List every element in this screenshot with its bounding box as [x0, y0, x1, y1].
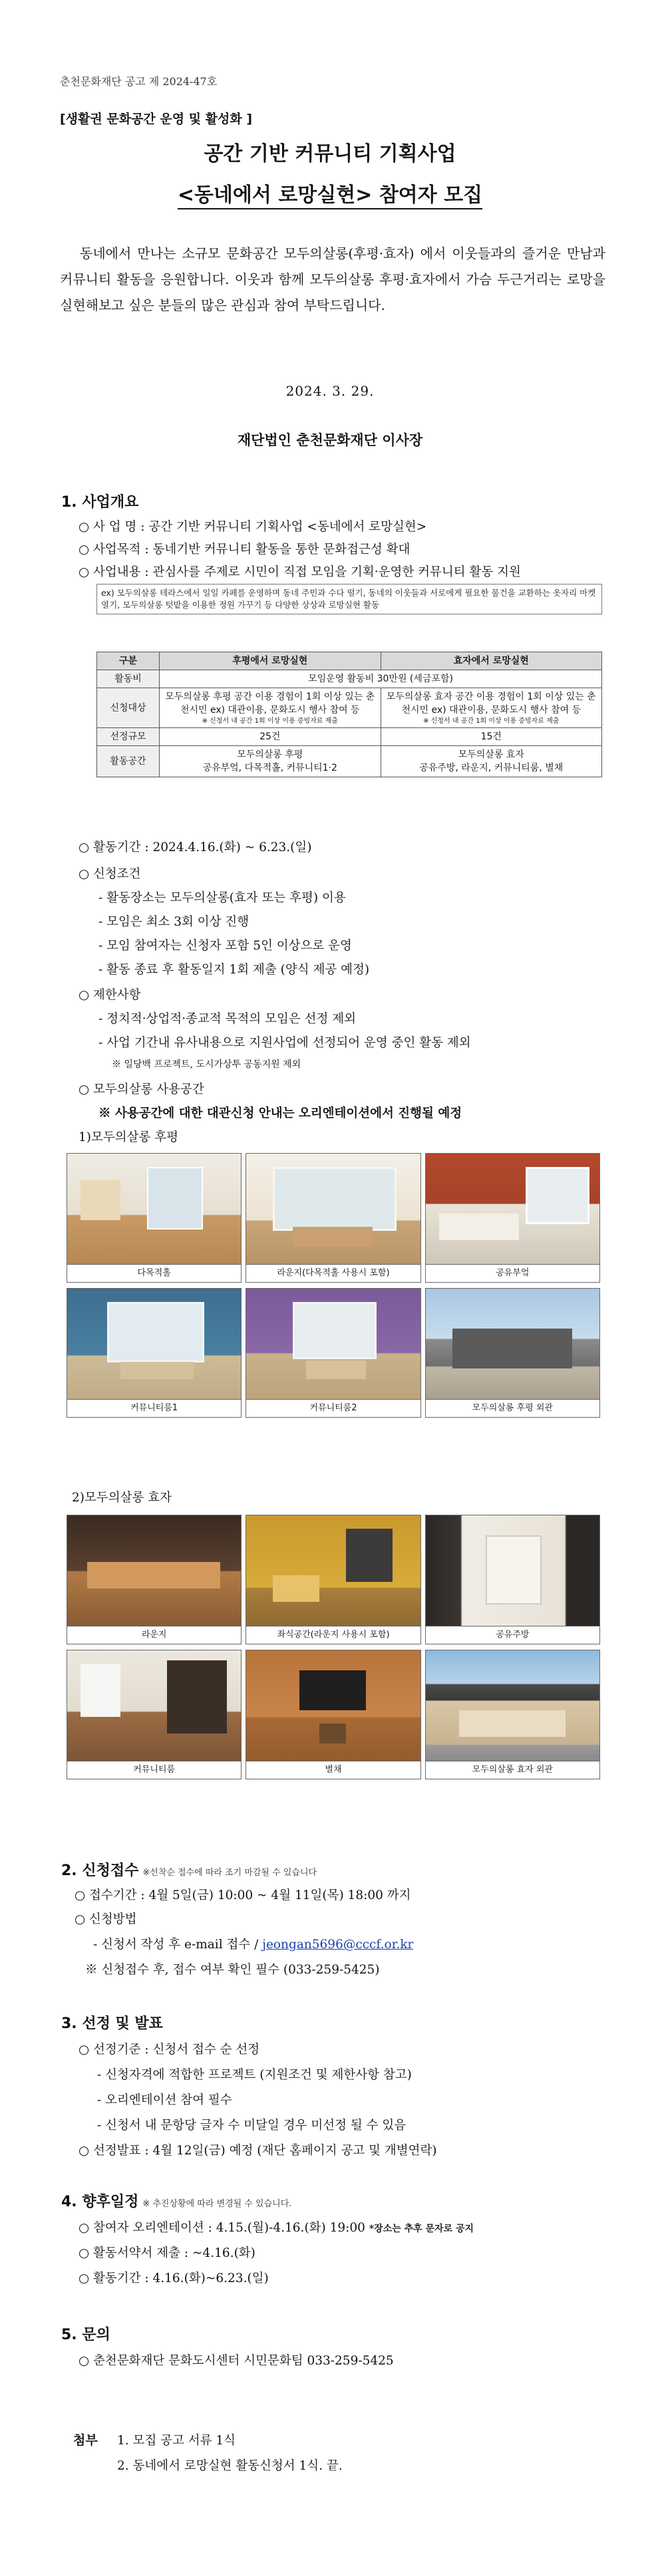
photo-caption: 다목적홀 — [67, 1265, 242, 1283]
table-cell — [381, 688, 601, 728]
table-row — [97, 670, 602, 688]
section4-heading-note: ※ 추진상황에 따라 변경될 수 있습니다. — [142, 2199, 292, 2209]
photo-card — [67, 1153, 242, 1283]
photo-caption: 모두의살롱 효자 외관 — [425, 1761, 600, 1779]
section2-heading-text: 2. 신청접수 — [61, 1863, 139, 1879]
photo-card — [67, 1515, 242, 1644]
condition-item: - 모임은 최소 3회 이상 진행 — [98, 915, 249, 929]
schedule-orientation-text: ○ 참여자 오리엔테이션 : 4.15.(월)-4.16.(화) 19:00 — [79, 2221, 365, 2235]
table-cell — [160, 746, 381, 777]
photo-card — [246, 1288, 420, 1418]
issuer: 재단법인 춘천문화재단 이사장 — [237, 432, 423, 448]
table-cell: 모임운영 활동비 30만원 (세금포함) — [160, 670, 602, 688]
attachment-item: 1. 모집 공고 서류 1식 — [117, 2434, 236, 2448]
lounge-photo — [246, 1153, 420, 1265]
photo-card — [425, 1515, 600, 1644]
announcement-line: ○ 선정발표 : 4월 12일(금) 예정 (재단 홈페이지 공고 및 개별연락) — [79, 2144, 437, 2158]
schedule-orientation — [79, 2218, 474, 2236]
photo-card — [425, 1650, 600, 1779]
photo-caption: 커뮤니티룸2 — [246, 1400, 420, 1418]
cell-note: ※ 신청서 내 공간 1회 이상 이용 증빙자료 제출 — [202, 717, 338, 725]
criteria-item: - 신청자격에 적합한 프로젝트 (지원조건 및 제한사항 참고) — [97, 2068, 412, 2082]
shared-kitchen-photo — [425, 1153, 600, 1265]
section3-heading: 3. 선정 및 발표 — [61, 2015, 163, 2032]
schedule-activity: ○ 활동기간 : 4.16.(화)~6.23.(일) — [79, 2271, 269, 2285]
limit-item: - 사업 기간내 유사내용으로 지원사업에 선정되어 운영 중인 활동 제외 — [98, 1036, 471, 1050]
title-line1: 공간 기반 커뮤니티 기획사업 — [204, 142, 456, 166]
cell-text: 모두의살롱 후평 공간 이용 경험이 1회 이상 있는 춘천시민 ex) 대관이용, 문화도시 행사 참여 등 — [165, 692, 375, 715]
annex-photo — [246, 1650, 420, 1761]
title-line2-text: <동네에서 로망실현> 참여자 모집 — [178, 184, 482, 209]
notice-date: 2024. 3. 29. — [285, 383, 375, 399]
row-label: 활동비 — [97, 670, 160, 688]
project-content-line: ○ 사업내용 : 관심사를 주제로 시민이 직접 모임을 기획·운영한 커뮤니티 활동 지원 — [79, 565, 521, 579]
hoo-title: 1)모두의살롱 후평 — [79, 1130, 178, 1144]
limit-item: - 정치적·상업적·종교적 목적의 모임은 선정 제외 — [98, 1012, 356, 1026]
schedule-orientation-note: *장소는 추후 문자로 공지 — [369, 2224, 474, 2234]
cell-text: 공유주방, 라운지, 커뮤니티룸, 별채 — [419, 763, 564, 773]
usage-title: ○ 모두의살롱 사용공간 — [79, 1083, 204, 1096]
hyo-kitchen-photo — [425, 1515, 600, 1626]
photo-card — [246, 1153, 420, 1283]
limit-note: ※ 일당백 프로젝트, 도시가상투 공동지원 제외 — [112, 1059, 301, 1070]
hyo-community-room-photo — [67, 1650, 242, 1761]
photo-caption: 모두의살롱 후평 외관 — [425, 1400, 600, 1418]
row-label: 신청대상 — [97, 688, 160, 728]
email-link[interactable]: jeongan5696@cccf.or.kr — [262, 1938, 414, 1952]
table-header: 후평에서 로망실현 — [160, 652, 381, 670]
overview-table — [96, 652, 602, 777]
table-row — [97, 746, 602, 777]
photo-caption: 라운지 — [67, 1626, 242, 1644]
attachment-label: 첨부 — [73, 2433, 98, 2448]
hyo-title: 2)모두의살롱 효자 — [72, 1491, 172, 1505]
application-method-text: - 신청서 작성 후 e-mail 접수 / — [93, 1938, 263, 1952]
conditions-title: ○ 신청조건 — [79, 867, 141, 881]
cell-text: 모두의살롱 후평 — [237, 749, 303, 760]
photo-caption: 라운지(다목적홀 사용시 포함) — [246, 1265, 420, 1283]
cell-text: 공유부엌, 다목적홀, 커뮤니티1·2 — [202, 763, 337, 773]
cell-text: 모두의살롱 효자 — [458, 749, 524, 760]
cell-text: 모두의살롱 효자 공간 이용 경험이 1회 이상 있는 춘천시민 ex) 대관이용, 문화도시 행사 참여 등 — [386, 692, 596, 715]
activity-period-line: ○ 활동기간 : 2024.4.16.(화) ~ 6.23.(일) — [79, 840, 312, 854]
row-label: 활동공간 — [97, 746, 160, 777]
photo-caption: 별채 — [246, 1761, 420, 1779]
floor-seating-photo — [246, 1515, 420, 1626]
criteria-line: ○ 선정기준 : 신청서 접수 순 선정 — [79, 2043, 260, 2057]
criteria-item: - 오리엔테이션 참여 필수 — [97, 2093, 232, 2107]
community-room2-photo — [246, 1288, 420, 1400]
photo-card — [425, 1153, 600, 1283]
application-period-line: ○ 접수기간 : 4월 5일(금) 10:00 ~ 4월 11일(목) 18:00 까지 — [75, 1888, 411, 1902]
attachment-item: 2. 동네에서 로망실현 활동신청서 1식. 끝. — [117, 2459, 343, 2473]
usage-note: ※ 사용공간에 대한 대관신청 안내는 오리엔테이션에서 진행될 예정 — [98, 1106, 462, 1120]
confirm-note: ※ 신청접수 후, 접수 여부 확인 필수 (033-259-5425) — [85, 1963, 380, 1977]
criteria-item: - 신청서 내 문항당 글자 수 미달일 경우 미선정 될 수 있음 — [97, 2119, 407, 2132]
photo-card — [67, 1650, 242, 1779]
section2-heading — [61, 1859, 317, 1880]
table-header-row — [97, 652, 602, 670]
example-box: ex) 모두의살롱 테라스에서 일일 카페를 운영하며 동네 주민과 수다 떨기, 동네의 이웃들과 서로에게 필요한 물건을 교환하는 옷자리 마켓 열기, 모두의살롱 텃밭을 이용한 정원 가꾸기 등 다양한 상상과 로망실현 활동 — [96, 584, 602, 614]
photo-caption: 공유주방 — [425, 1626, 600, 1644]
table-cell — [160, 688, 381, 728]
table-header: 구분 — [97, 652, 160, 670]
section2-heading-note: ※선착순 접수에 따라 조기 마감될 수 있습니다 — [142, 1868, 317, 1878]
photo-card — [246, 1650, 420, 1779]
multipurpose-hall-photo — [67, 1153, 242, 1265]
photo-caption: 커뮤니티룸 — [67, 1761, 242, 1779]
section4-heading — [61, 2190, 291, 2211]
project-purpose-line: ○ 사업목적 : 동네기반 커뮤니티 활동을 통한 문화접근성 확대 — [79, 543, 411, 557]
application-method-title: ○ 신청방법 — [75, 1912, 137, 1926]
photo-card — [425, 1288, 600, 1418]
schedule-pledge: ○ 활동서약서 제출 : ~4.16.(화) — [79, 2246, 255, 2260]
hyo-photo-grid — [67, 1515, 600, 1779]
contact-line: ○ 춘천문화재단 문화도시센터 시민문화팀 033-259-5425 — [79, 2354, 394, 2368]
hoo-photo-grid — [67, 1153, 600, 1418]
hyo-exterior-photo — [425, 1650, 600, 1761]
community-room1-photo — [67, 1288, 242, 1400]
intro-paragraph: 동네에서 만나는 소규모 문화공간 모두의살롱(후평·효자) 에서 이웃들과의 즐거운 만남과 커뮤니티 활동을 응원합니다. 이웃과 함께 모두의살롱 후평·효자에서 가슴 두근거리는 로망을 실현해보고 싶은 분들의 많은 관심과 참여 부탁드립니다. — [60, 245, 605, 313]
condition-item: - 모임 참여자는 신청자 포함 5인 이상으로 운영 — [98, 939, 352, 953]
row-label: 선정규모 — [97, 728, 160, 746]
limits-title: ○ 제한사항 — [79, 988, 141, 1002]
photo-caption: 커뮤니티룸1 — [67, 1400, 242, 1418]
table-cell: 15건 — [381, 728, 601, 746]
table-cell — [381, 746, 601, 777]
section1-heading: 1. 사업개요 — [61, 494, 139, 511]
condition-item: - 활동 종료 후 활동일지 1회 제출 (양식 제공 예정) — [98, 963, 370, 977]
photo-card — [246, 1515, 420, 1644]
hoo-exterior-photo — [425, 1288, 600, 1400]
notice-number: 춘천문화재단 공고 제 2024-47호 — [60, 75, 218, 88]
title-line2 — [0, 178, 660, 207]
section4-heading-text: 4. 향후일정 — [61, 2194, 139, 2210]
section5-heading: 5. 문의 — [61, 2327, 110, 2343]
table-cell: 25건 — [160, 728, 381, 746]
table-row — [97, 688, 602, 728]
project-name-line: ○ 사 업 명 : 공간 기반 커뮤니티 기획사업 <동네에서 로망실현> — [79, 520, 427, 534]
cell-note: ※ 신청서 내 공간 1회 이상 이용 증빙자료 제출 — [423, 717, 560, 725]
application-method-line — [93, 1935, 413, 1952]
table-header: 효자에서 로망실현 — [381, 652, 601, 670]
photo-card — [67, 1288, 242, 1418]
condition-item: - 활동장소는 모두의살롱(효자 또는 후평) 이용 — [98, 891, 346, 905]
table-row — [97, 728, 602, 746]
hyo-lounge-photo — [67, 1515, 242, 1626]
photo-caption: 공유부엌 — [425, 1265, 600, 1283]
photo-caption: 좌식공간(라운지 사용시 포함) — [246, 1626, 420, 1644]
category-label: [생활권 문화공간 운영 및 활성화 ] — [60, 112, 253, 126]
